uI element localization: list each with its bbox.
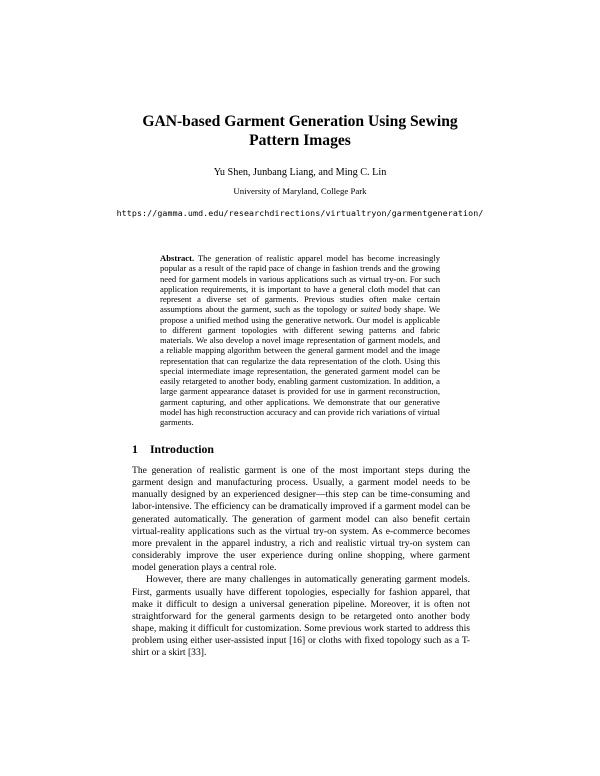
section-heading-introduction [132,442,472,457]
introduction-paragraph-2: However, there are many challenges in automatically generating garment models. First, garments usually have different topologies, especially for fashion apparel, that make it difficult to design a universal generation pipeline. Moreover, it is often not straightforward for the general garments design to be retargeted onto another body shape, making it difficult for customization. Some previous work started to address this problem using either user-assisted input [16] or cloths with fixed topology such as a T-shirt or a skirt [33]. [132,574,470,659]
paper-authors: Yu Shen, Junbang Liang, and Ming C. Lin [213,167,387,178]
introduction-paragraph-1: The generation of realistic garment is one of the most important steps during the garment design and manufacturing process. Usually, a garment model needs to be manually designed by an experienced designer—this step can be time-consuming and labor-intensive. The efficiency can be dramatically improved if a garment model can be generated automatically. The generation of garment model can also benefit certain virtual-reality applications such as the virtual try-on system. As e-commerce becomes more prevalent in the apparel industry, a rich and realistic virtual try-on system can considerably improve the user experience during online shopping, where garment model generation plays a central role. [132,465,470,574]
abstract-label: Abstract. [160,253,195,263]
abstract-text-part-2: body shape. We propose a unified method using the generative network. Our model is applicable to different garment topologies with different sewing patterns and fabric materials. We also develop a novel image representation of garment models, and a reliable mapping algorithm between the general garment model and the image representation that can regularize the data representation of the cloth. Using this special intermediate image representation, the generated garment model can be easily retargeted to another body, enabling garment customization. In addition, a large garment appearance dataset is provided for use in garment reconstruction, garment capturing, and other applications. We demonstrate that our generative model has high reconstruction accuracy and can provide rich variations of virtual garments. [160,304,440,427]
project-url-text[interactable]: https://gamma.umd.edu/researchdirections/virtualtryon/garmentgeneration/ [116,208,484,218]
abstract-emphasis: suited [360,304,382,315]
section-number: 1 [132,442,138,456]
abstract [160,253,440,427]
abstract-text-part-1: The generation of realistic apparel model has become increasingly popular as a result of the rapid pace of change in fashion trends and the growing need for garment models in various applications such as virtual try-on. For such application requirements, it is important to have a general cloth model that can represent a diverse set of garments. Previous studies often make certain assumptions about the garment, such as the topology or [160,253,440,315]
paper-affiliation: University of Maryland, College Park [233,186,367,196]
project-url-link[interactable] [100,207,500,219]
section-title: Introduction [149,442,214,456]
introduction-body [132,465,470,660]
paper-title: GAN-based Garment Generation Using Sewing Pattern Images [142,113,458,149]
